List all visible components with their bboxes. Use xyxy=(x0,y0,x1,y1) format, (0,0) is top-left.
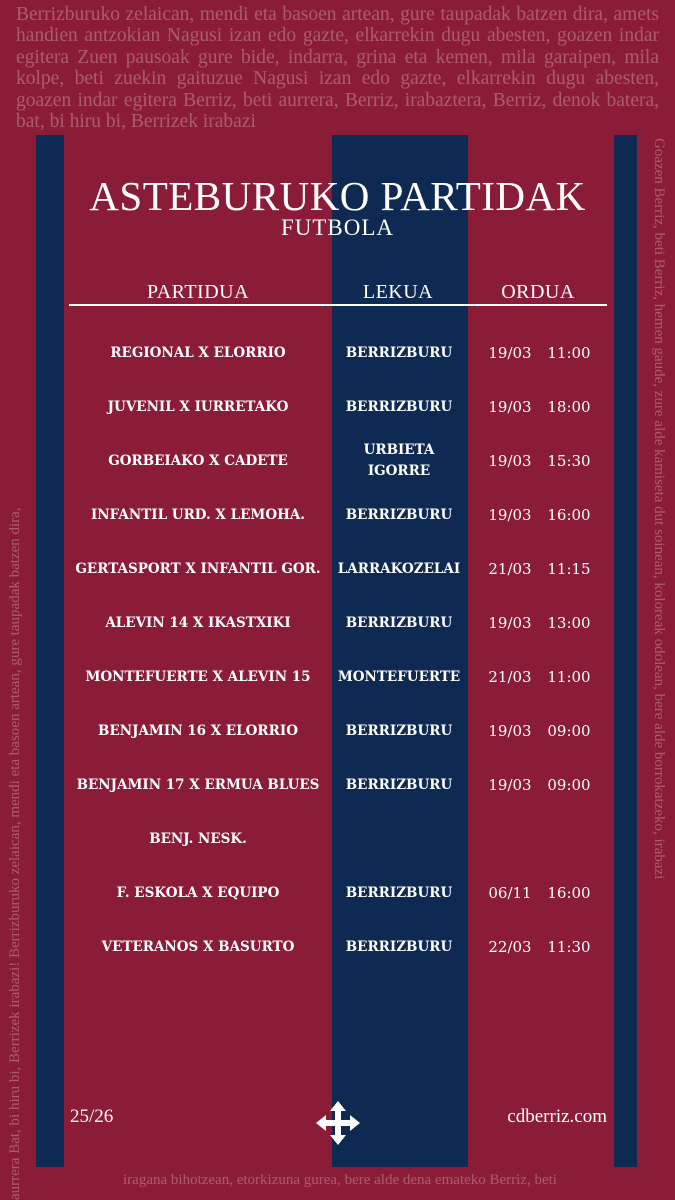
match-row xyxy=(0,922,675,972)
match-venue: LARRAKOZELAI xyxy=(337,560,461,577)
match-name: GORBEIAKO X CADETE xyxy=(108,453,288,469)
match-date: 19/03 xyxy=(488,452,532,470)
match-venue: BERRIZBURU xyxy=(345,614,453,631)
match-venue: BERRIZBURU xyxy=(345,884,453,901)
match-time: 11:30 xyxy=(547,938,591,956)
column-header-time: ORDUA xyxy=(501,281,575,303)
match-venue: BERRIZBURU xyxy=(345,722,453,739)
match-row xyxy=(0,328,675,378)
cross-arrows-icon xyxy=(316,1101,360,1145)
match-venue: BERRIZBURU xyxy=(345,938,453,955)
match-date: 19/03 xyxy=(488,614,532,632)
column-header-match: PARTIDUA xyxy=(146,281,250,303)
match-name: MONTEFUERTE X ALEVIN 15 xyxy=(85,669,311,685)
website-link[interactable]: cdberriz.com xyxy=(507,1106,607,1127)
match-row xyxy=(0,544,675,594)
match-date xyxy=(485,814,535,864)
match-time: 18:00 xyxy=(547,398,591,416)
match-name: F. ESKOLA X EQUIPO xyxy=(116,885,280,901)
match-time: 16:00 xyxy=(547,506,591,524)
match-name: BENJ. NESK. xyxy=(149,831,247,847)
match-name: JUVENIL X IURRETAKO xyxy=(107,399,289,415)
match-time: 09:00 xyxy=(547,722,591,740)
season-label: 25/26 xyxy=(70,1106,114,1127)
match-row xyxy=(0,706,675,756)
column-header-venue: LEKUA xyxy=(362,281,434,303)
match-time: 11:00 xyxy=(547,668,591,686)
match-venue xyxy=(331,814,467,864)
match-name: REGIONAL X ELORRIO xyxy=(110,345,286,361)
stripe-navy-right xyxy=(614,135,637,1167)
match-date: 19/03 xyxy=(488,776,532,794)
match-row xyxy=(0,598,675,648)
match-name: VETERANOS X BASURTO xyxy=(101,939,295,955)
match-venue: BERRIZBURU xyxy=(345,398,453,415)
match-name: BENJAMIN 16 X ELORRIO xyxy=(98,723,298,739)
match-venue: MONTEFUERTE xyxy=(337,668,461,685)
match-row xyxy=(0,652,675,702)
page-subtitle: FUTBOLA xyxy=(280,215,395,240)
match-venue: BERRIZBURU xyxy=(345,776,453,793)
match-row xyxy=(0,490,675,540)
match-date: 19/03 xyxy=(488,506,532,524)
match-date: 19/03 xyxy=(488,398,532,416)
match-date: 19/03 xyxy=(488,344,532,362)
match-time: 16:00 xyxy=(547,884,591,902)
match-date: 06/11 xyxy=(488,884,532,902)
match-date: 19/03 xyxy=(488,722,532,740)
match-row xyxy=(0,760,675,810)
match-time: 11:00 xyxy=(547,344,591,362)
match-venue: URBIETA IGORRE xyxy=(363,442,435,479)
match-name: GERTASPORT X INFANTIL GOR. xyxy=(75,561,321,577)
match-time xyxy=(545,814,593,864)
stripe-navy-left xyxy=(36,135,64,1167)
side-lyrics-left: aurrera Bat, bi hiru bi, Berrizek irabazi! Berrizburuko zelaican, mendi eta basoen artean, gure taupadak batzen dira, xyxy=(7,507,23,1200)
match-name: BENJAMIN 17 X ERMUA BLUES xyxy=(76,777,320,793)
match-time: 11:15 xyxy=(547,560,591,578)
page-title: ASTEBURUKO PARTIDAK xyxy=(89,173,586,219)
match-time: 15:30 xyxy=(547,452,591,470)
background-lyrics-text: Berrizburuko zelaican, mendi eta basoen artean, gure taupadak batzen dira, amets handien antzokian Nagusi izan edo gazte, elkarrekin dugu abesten, goazen indar egitera Zuen pausoak gure bide, indarra, grina eta kemen, mila garaipen, mila kolpe, beti zuekin gaituzue Nagusi izan edo gazte, elkarrekin dugu abesten, goazen indar egitera Berriz, beti aurrera, Berriz, irabaztera, Berriz, denok batera, bat, bi hiru bi, Berrizek irabazi xyxy=(16,4,659,133)
match-date: 21/03 xyxy=(488,668,532,686)
match-row xyxy=(0,868,675,918)
match-date: 21/03 xyxy=(488,560,532,578)
match-time: 13:00 xyxy=(547,614,591,632)
match-time: 09:00 xyxy=(547,776,591,794)
match-row xyxy=(0,436,675,486)
match-name: INFANTIL URD. X LEMOHA. xyxy=(90,507,306,523)
match-name: ALEVIN 14 X IKASTXIKI xyxy=(105,615,291,631)
match-row xyxy=(0,814,675,864)
background-lyrics xyxy=(0,0,675,135)
match-date: 22/03 xyxy=(488,938,532,956)
match-venue: BERRIZBURU xyxy=(345,344,453,361)
match-venue: BERRIZBURU xyxy=(345,506,453,523)
side-lyrics-right: Goazen Berriz, beti Berriz, hemen gaude, zure alde kamiseta dut soinean, koloreak odolean, bere alde borrokatzeko, irabazi xyxy=(651,138,667,880)
bottom-lyrics: iragana bihotzean, etorkizuna gurea, bere alde dena emateko Berriz, beti xyxy=(123,1172,557,1188)
match-row xyxy=(0,382,675,432)
header-divider xyxy=(69,304,607,306)
